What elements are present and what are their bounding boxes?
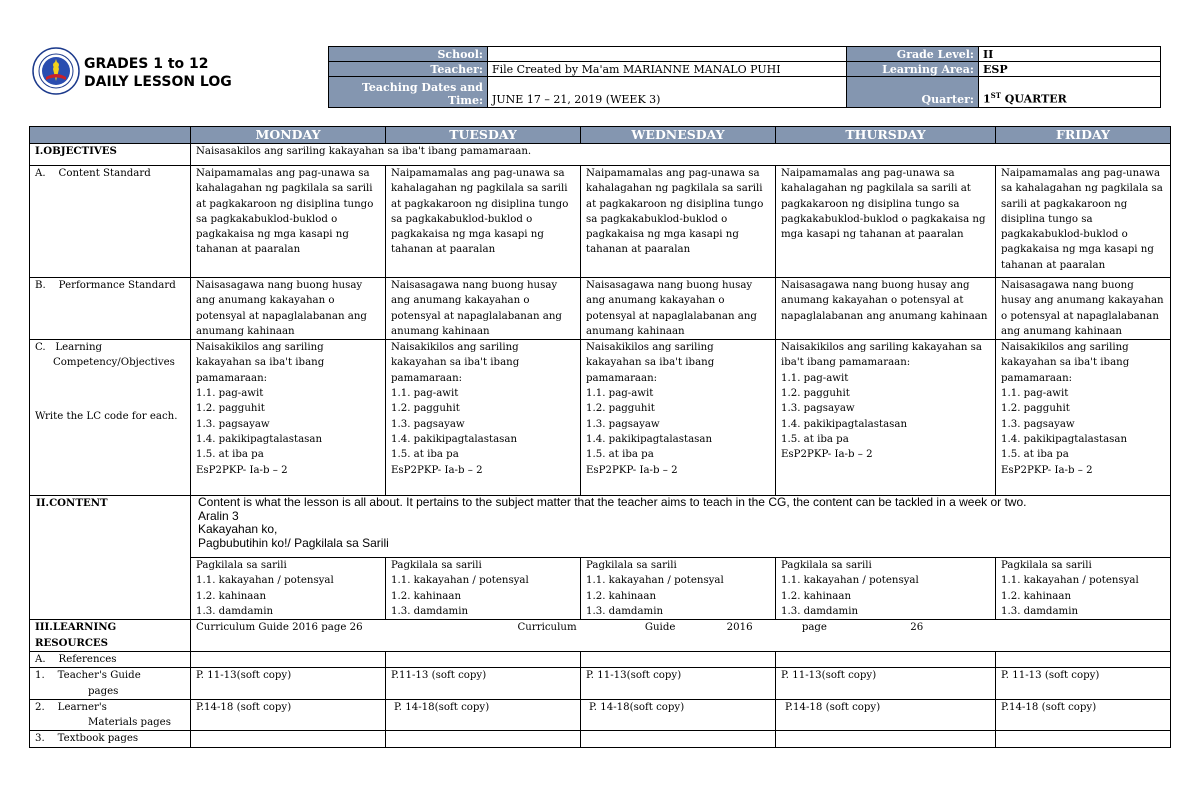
teachers-guide-mon: P. 11-13(soft copy) (191, 668, 386, 700)
textbook-thu (776, 731, 996, 747)
school-value (488, 47, 847, 62)
competency-row (30, 340, 1171, 496)
lesson-log-table (29, 126, 1171, 748)
teachers-guide-wed: P. 11-13(soft copy) (581, 668, 776, 700)
day-header-blank (30, 127, 191, 144)
performance-standard-fri: Naisasagawa nang buong husay ang anumang kakayahan o potensyal at napaglalabanan ang anumang kahinaan (996, 278, 1171, 340)
teacher-value: File Created by Ma'am MARIANNE MANALO PUHI (488, 62, 847, 77)
learners-materials-label-line2: Materials pages (88, 717, 171, 729)
objectives-row (30, 144, 1171, 166)
learning-area-value: ESP (979, 62, 1161, 77)
references-row (30, 651, 1171, 667)
references-mon (191, 651, 386, 667)
references-label: A. References (30, 651, 191, 667)
cg2-word3: 2016 (726, 622, 753, 634)
day-header-tuesday: TUESDAY (386, 127, 581, 144)
write-lc-note: Write the LC code for each. (35, 410, 178, 422)
references-thu (776, 651, 996, 667)
content-wed: Pagkilala sa sarili 1.1. kakayahan / potensyal 1.2. kahinaan 1.3. damdamin (581, 558, 776, 620)
content-label: II.CONTENT (30, 496, 191, 620)
content-standard-fri: Naipamamalas ang pag-unawa sa kahalagahan ng pagkilala sa sarili at pagkakaroon ng disiplina tungo sa pagkakabuklod-buklod o pagkakaisa ng mga kasapi ng tahanan at paaralan (996, 166, 1171, 278)
competency-tue: Naisakikilos ang sariling kakayahan sa iba't ibang pamamaraan: 1.1. pag-awit 1.2. pagguhit 1.3. pagsayaw 1.4. pakikipagtalastasan 1.5. at iba pa EsP2PKP- Ia-b – 2 (386, 340, 581, 496)
competency-label (30, 340, 191, 496)
teachers-guide-tue: P.11-13 (soft copy) (386, 668, 581, 700)
teachers-guide-label (30, 668, 191, 700)
day-header-row (30, 127, 1171, 144)
school-label: School: (329, 47, 488, 62)
cg2-word2: Guide (644, 622, 676, 634)
day-header-friday: FRIDAY (996, 127, 1171, 144)
deped-seal-icon (32, 47, 80, 95)
references-tue (386, 651, 581, 667)
resources-label: III.LEARNING RESOURCES (30, 620, 191, 652)
grade-level-label: Grade Level: (847, 47, 979, 62)
learners-materials-mon: P.14-18 (soft copy) (191, 699, 386, 731)
quarter-sup: ST (990, 91, 1001, 101)
quarter-rest: QUARTER (1000, 93, 1067, 106)
content-note-cell (191, 496, 1171, 558)
learners-materials-fri: P.14-18 (soft copy) (996, 699, 1171, 731)
content-row (30, 496, 1171, 558)
content-line3: Pagbubutihin ko!/ Pagkilala sa Sarili (198, 535, 389, 550)
cg2-word5: 26 (910, 622, 924, 634)
dates-label-line2: Time: (447, 94, 483, 107)
day-header-wednesday: WEDNESDAY (581, 127, 776, 144)
dates-label (329, 77, 488, 108)
resources-cg1: Curriculum Guide 2016 page 26 (191, 620, 386, 652)
quarter-value (979, 77, 1161, 108)
header-info-table (328, 46, 1161, 108)
textbook-label: 3. Textbook pages (30, 731, 191, 747)
references-wed (581, 651, 776, 667)
textbook-wed (581, 731, 776, 747)
teachers-guide-label-line1: 1. Teacher's Guide (35, 670, 141, 682)
content-line2: Kakayahan ko, (198, 522, 278, 537)
content-note: Content is what the lesson is all about. It pertains to the subject matter that the teacher aims to teach in the CG, the content can be tackled in a week or two. (198, 495, 1027, 510)
content-thu: Pagkilala sa sarili 1.1. kakayahan / potensyal 1.2. kahinaan 1.3. damdamin (776, 558, 996, 620)
content-standard-wed: Naipamamalas ang pag-unawa sa kahalagahan ng pagkilala sa sarili at pagkakaroon ng disiplina tungo sa pagkakabuklod-buklod o pagkakaisa ng mga kasapi ng tahanan at paaralan (581, 166, 776, 278)
resources-cg2 (386, 620, 1171, 652)
content-mon: Pagkilala sa sarili 1.1. kakayahan / potensyal 1.2. kahinaan 1.3. damdamin (191, 558, 386, 620)
learners-materials-wed: P. 14-18(soft copy) (581, 699, 776, 731)
performance-standard-thu: Naisasagawa nang buong husay ang anumang kakayahan o potensyal at napaglalabanan ang anumang kahinaan (776, 278, 996, 340)
content-standard-tue: Naipamamalas ang pag-unawa sa kahalagahan ng pagkilala sa sarili at pagkakaroon ng disiplina tungo sa pagkakabuklod-buklod o pagkakaisa ng mga kasapi ng tahanan at paaralan (386, 166, 581, 278)
competency-wed: Naisakikilos ang sariling kakayahan sa iba't ibang pamamaraan: 1.1. pag-awit 1.2. pagguhit 1.3. pagsayaw 1.4. pakikipagtalastasan 1.5. at iba pa EsP2PKP- Ia-b – 2 (581, 340, 776, 496)
performance-standard-mon: Naisasagawa nang buong husay ang anumang kakayahan o potensyal at napaglalabanan ang anumang kahinaan (191, 278, 386, 340)
dates-value: JUNE 17 – 21, 2019 (WEEK 3) (488, 77, 847, 108)
grade-level-value: II (979, 47, 1161, 62)
content-fri: Pagkilala sa sarili 1.1. kakayahan / potensyal 1.2. kahinaan 1.3. damdamin (996, 558, 1171, 620)
competency-label-line2: Competency/Objectives (53, 357, 175, 369)
document-title (84, 55, 232, 91)
learners-materials-row (30, 699, 1171, 731)
textbook-fri (996, 731, 1171, 747)
teachers-guide-fri: P. 11-13 (soft copy) (996, 668, 1171, 700)
references-fri (996, 651, 1171, 667)
teachers-guide-row (30, 668, 1171, 700)
content-standard-mon: Naipamamalas ang pag-unawa sa kahalagahan ng pagkilala sa sarili at pagkakaroon ng disiplina tungo sa pagkakabuklod-buklod o pagkakaisa ng mga kasapi ng tahanan at paaralan (191, 166, 386, 278)
competency-mon: Naisakikilos ang sariling kakayahan sa iba't ibang pamamaraan: 1.1. pag-awit 1.2. pagguhit 1.3. pagsayaw 1.4. pakikipagtalastasan 1.5. at iba pa EsP2PKP- Ia-b – 2 (191, 340, 386, 496)
textbook-row (30, 731, 1171, 747)
dates-label-line1: Teaching Dates and (361, 81, 483, 94)
content-standard-row (30, 166, 1171, 278)
day-header-monday: MONDAY (191, 127, 386, 144)
performance-standard-row (30, 278, 1171, 340)
content-aralin: Aralin 3 (198, 508, 239, 523)
content-topics-row (30, 558, 1171, 620)
textbook-mon (191, 731, 386, 747)
learners-materials-label-line1: 2. Learner's (35, 701, 107, 713)
objectives-text: Naisasakilos ang sariling kakayahan sa iba't ibang pamamaraan. (191, 144, 1171, 166)
competency-fri: Naisakikilos ang sariling kakayahan sa iba't ibang pamamaraan: 1.1. pag-awit 1.2. pagguhit 1.3. pagsayaw 1.4. pakikipagtalastasan 1.5. at iba pa EsP2PKP- Ia-b – 2 (996, 340, 1171, 496)
title-line1: GRADES 1 to 12 (84, 56, 209, 72)
learners-materials-label (30, 699, 191, 731)
learning-area-label: Learning Area: (847, 62, 979, 77)
learners-materials-thu: P.14-18 (soft copy) (776, 699, 996, 731)
performance-standard-label: B. Performance Standard (30, 278, 191, 340)
competency-thu: Naisakikilos ang sariling kakayahan sa iba't ibang pamamaraan: 1.1. pag-awit 1.2. pagguhit 1.3. pagsayaw 1.4. pakikipagtalastasan 1.5. at iba pa EsP2PKP- Ia-b – 2 (776, 340, 996, 496)
cg2-word1: Curriculum (517, 622, 577, 634)
quarter-num: 1 (983, 93, 991, 106)
title-line2: DAILY LESSON LOG (84, 74, 232, 90)
objectives-label: I.OBJECTIVES (30, 144, 191, 166)
content-standard-thu: Naipamamalas ang pag-unawa sa kahalagahan ng pagkilala sa sarili at pagkakaroon ng disiplina tungo sa pagkakabuklod-buklod o pagkakaisa ng mga kasapi ng tahanan at paaralan (776, 166, 996, 278)
content-standard-label: A. Content Standard (30, 166, 191, 278)
content-tue: Pagkilala sa sarili 1.1. kakayahan / potensyal 1.2. kahinaan 1.3. damdamin (386, 558, 581, 620)
cg2-word4: page (801, 622, 827, 634)
quarter-label: Quarter: (847, 77, 979, 108)
teachers-guide-label-line2: pages (88, 685, 119, 697)
competency-label-line1: C. Learning (35, 342, 103, 354)
teacher-label: Teacher: (329, 62, 488, 77)
resources-row (30, 620, 1171, 652)
day-header-thursday: THURSDAY (776, 127, 996, 144)
performance-standard-tue: Naisasagawa nang buong husay ang anumang kakayahan o potensyal at napaglalabanan ang anumang kahinaan (386, 278, 581, 340)
performance-standard-wed: Naisasagawa nang buong husay ang anumang kakayahan o potensyal at napaglalabanan ang anumang kahinaan (581, 278, 776, 340)
textbook-tue (386, 731, 581, 747)
teachers-guide-thu: P. 11-13(soft copy) (776, 668, 996, 700)
learners-materials-tue: P. 14-18(soft copy) (386, 699, 581, 731)
